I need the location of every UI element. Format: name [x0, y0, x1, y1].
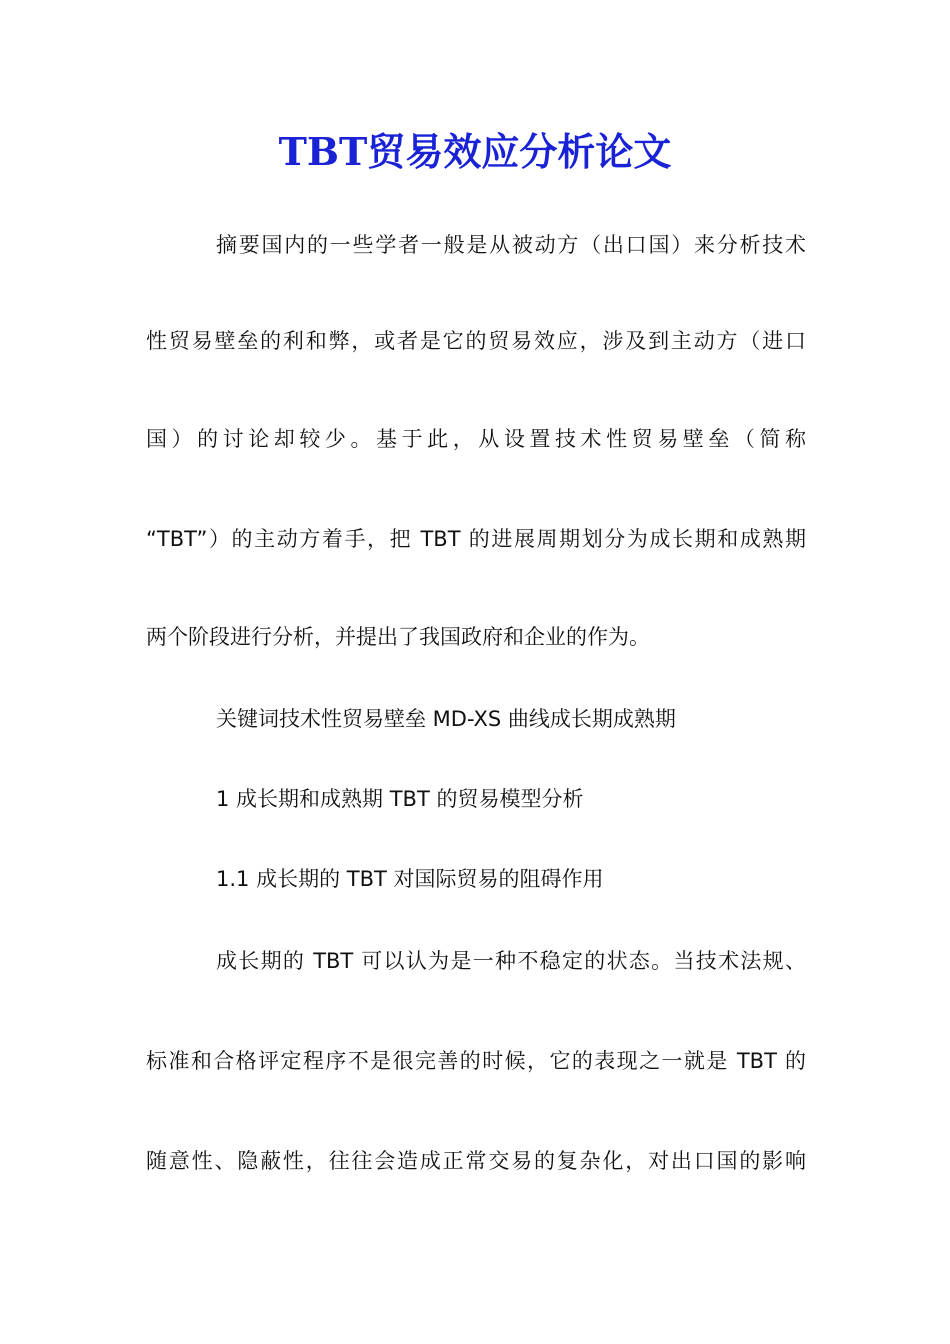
abstract-line-2: 性贸易壁垒的利和弊，或者是它的贸易效应，涉及到主动方（进口: [146, 329, 806, 353]
abstract-line-5: 两个阶段进行分析，并提出了我国政府和企业的作为。: [146, 625, 650, 649]
abstract-line-3: 国）的讨论却较少。基于此，从设置技术性贸易壁垒（简称: [146, 427, 806, 451]
body-line-1: 成长期的 TBT 可以认为是一种不稳定的状态。当技术法规、: [216, 949, 806, 973]
section-heading-1: 1 成长期和成熟期 TBT 的贸易模型分析: [216, 787, 584, 811]
document-title: TBT贸易效应分析论文: [278, 129, 672, 174]
section-heading-1-1: 1.1 成长期的 TBT 对国际贸易的阻碍作用: [216, 867, 604, 891]
keywords-line: 关键词技术性贸易壁垒 MD-XS 曲线成长期成熟期: [216, 707, 676, 731]
abstract-line-4: “TBT”）的主动方着手，把 TBT 的进展周期划分为成长期和成熟期: [146, 527, 806, 551]
body-line-3: 随意性、隐蔽性，往往会造成正常交易的复杂化，对出口国的影响: [146, 1149, 806, 1173]
abstract-line-1: 摘要国内的一些学者一般是从被动方（出口国）来分析技术: [216, 233, 806, 257]
body-line-2: 标准和合格评定程序不是很完善的时候，它的表现之一就是 TBT 的: [146, 1049, 806, 1073]
